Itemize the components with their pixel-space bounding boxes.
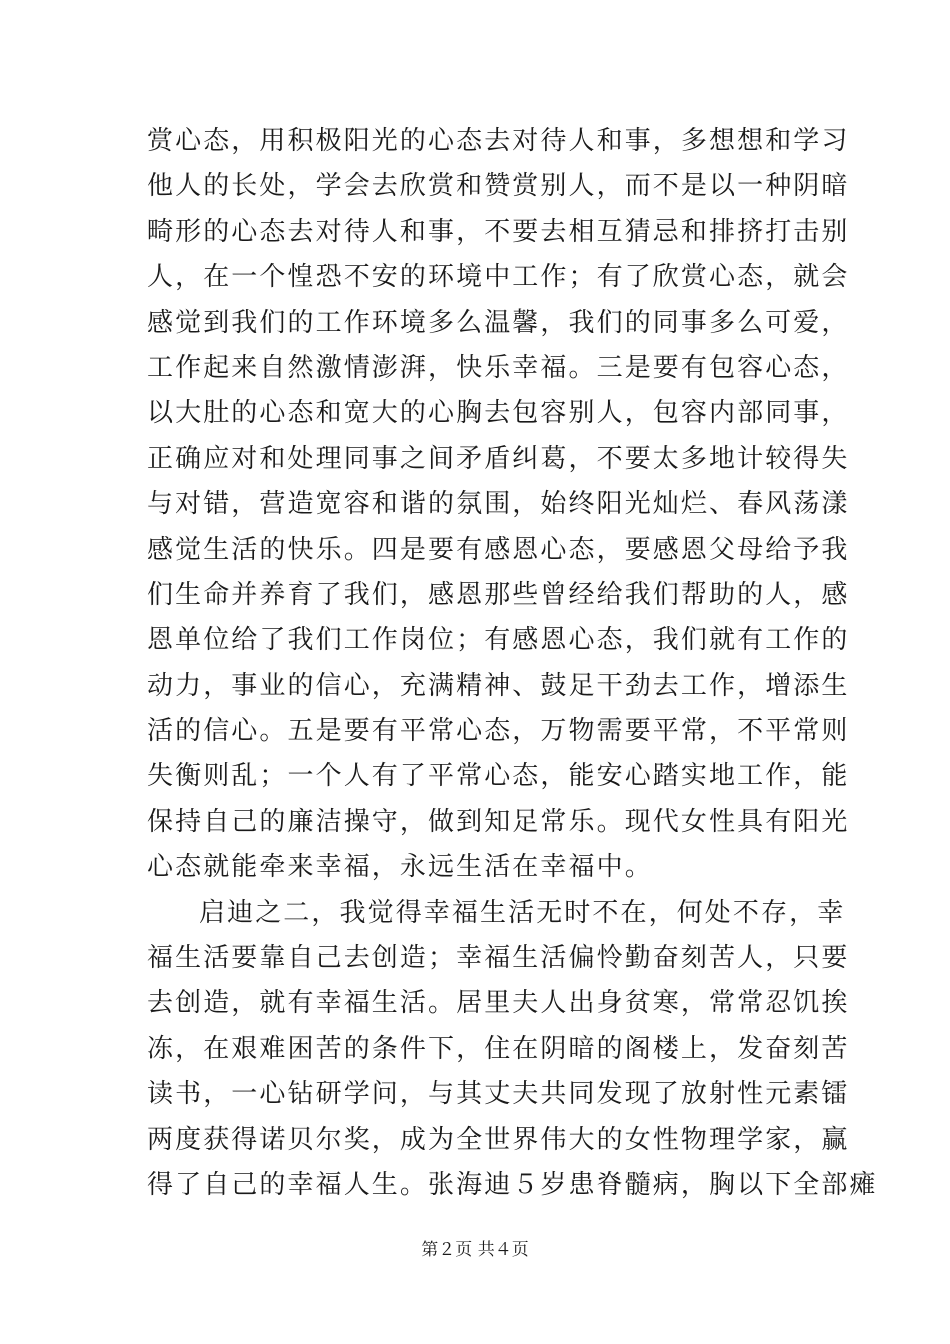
text-line: 畸形的心态去对待人和事，不要去相互猜忌和排挤打击别	[147, 216, 850, 247]
text-line: 赏心态，用积极阳光的心态去对待人和事，多想想和学习	[147, 126, 850, 156]
text-line: 冻，在艰难困苦的条件下，住在阴暗的阁楼上，发奋刻苦	[147, 1033, 850, 1064]
text-line: 读书，一心钻研学问，与其丈夫共同发现了放射性元素镭	[147, 1079, 850, 1110]
text-line: 正确应对和处理同事之间矛盾纠葛，不要太多地计较得失	[147, 443, 850, 474]
text-line: 两度获得诺贝尔奖，成为全世界伟大的女性物理学家，赢	[147, 1124, 850, 1155]
paragraph-start-line: 启迪之二，我觉得幸福生活无时不在，何处不存，幸	[199, 897, 846, 928]
text-line: 失衡则乱；一个人有了平常心态，能安心踏实地工作，能	[147, 761, 850, 792]
text-line: 得了自己的幸福人生。张海迪５岁患脊髓病，胸以下全部瘫	[147, 1169, 878, 1200]
text-line: 活的信心。五是要有平常心态，万物需要平常，不平常则	[147, 716, 850, 747]
text-line: 心态就能牵来幸福，永远生活在幸福中。	[147, 852, 653, 883]
page-number-footer: 第２页 共４页	[421, 1240, 529, 1260]
text-line: 感觉生活的快乐。四是要有感恩心态，要感恩父母给予我	[147, 534, 850, 565]
text-line: 福生活要靠自己去创造；幸福生活偏怜勤奋刻苦人，只要	[147, 943, 850, 974]
text-line: 以大肚的心态和宽大的心胸去包容别人，包容内部同事，	[147, 398, 850, 429]
text-line: 去创造，就有幸福生活。居里夫人出身贫寒，常常忍饥挨	[147, 988, 850, 1019]
text-line: 与对错，营造宽容和谐的氛围，始终阳光灿烂、春风荡漾	[147, 489, 850, 520]
text-line: 感觉到我们的工作环境多么温馨，我们的同事多么可爱，	[147, 307, 850, 338]
text-line: 保持自己的廉洁操守，做到知足常乐。现代女性具有阳光	[147, 806, 850, 837]
text-line: 们生命并养育了我们，感恩那些曾经给我们帮助的人，感	[147, 579, 850, 610]
body-text	[147, 119, 878, 1208]
text-line: 恩单位给了我们工作岗位；有感恩心态，我们就有工作的	[147, 625, 850, 656]
text-line: 工作起来自然激情澎湃，快乐幸福。三是要有包容心态，	[147, 352, 850, 383]
text-line: 动力，事业的信心，充满精神、鼓足干劲去工作，增添生	[147, 670, 850, 701]
text-line: 他人的长处，学会去欣赏和赞赏别人，而不是以一种阴暗	[147, 171, 850, 202]
text-line: 人，在一个惶恐不安的环境中工作；有了欣赏心态，就会	[147, 262, 850, 293]
